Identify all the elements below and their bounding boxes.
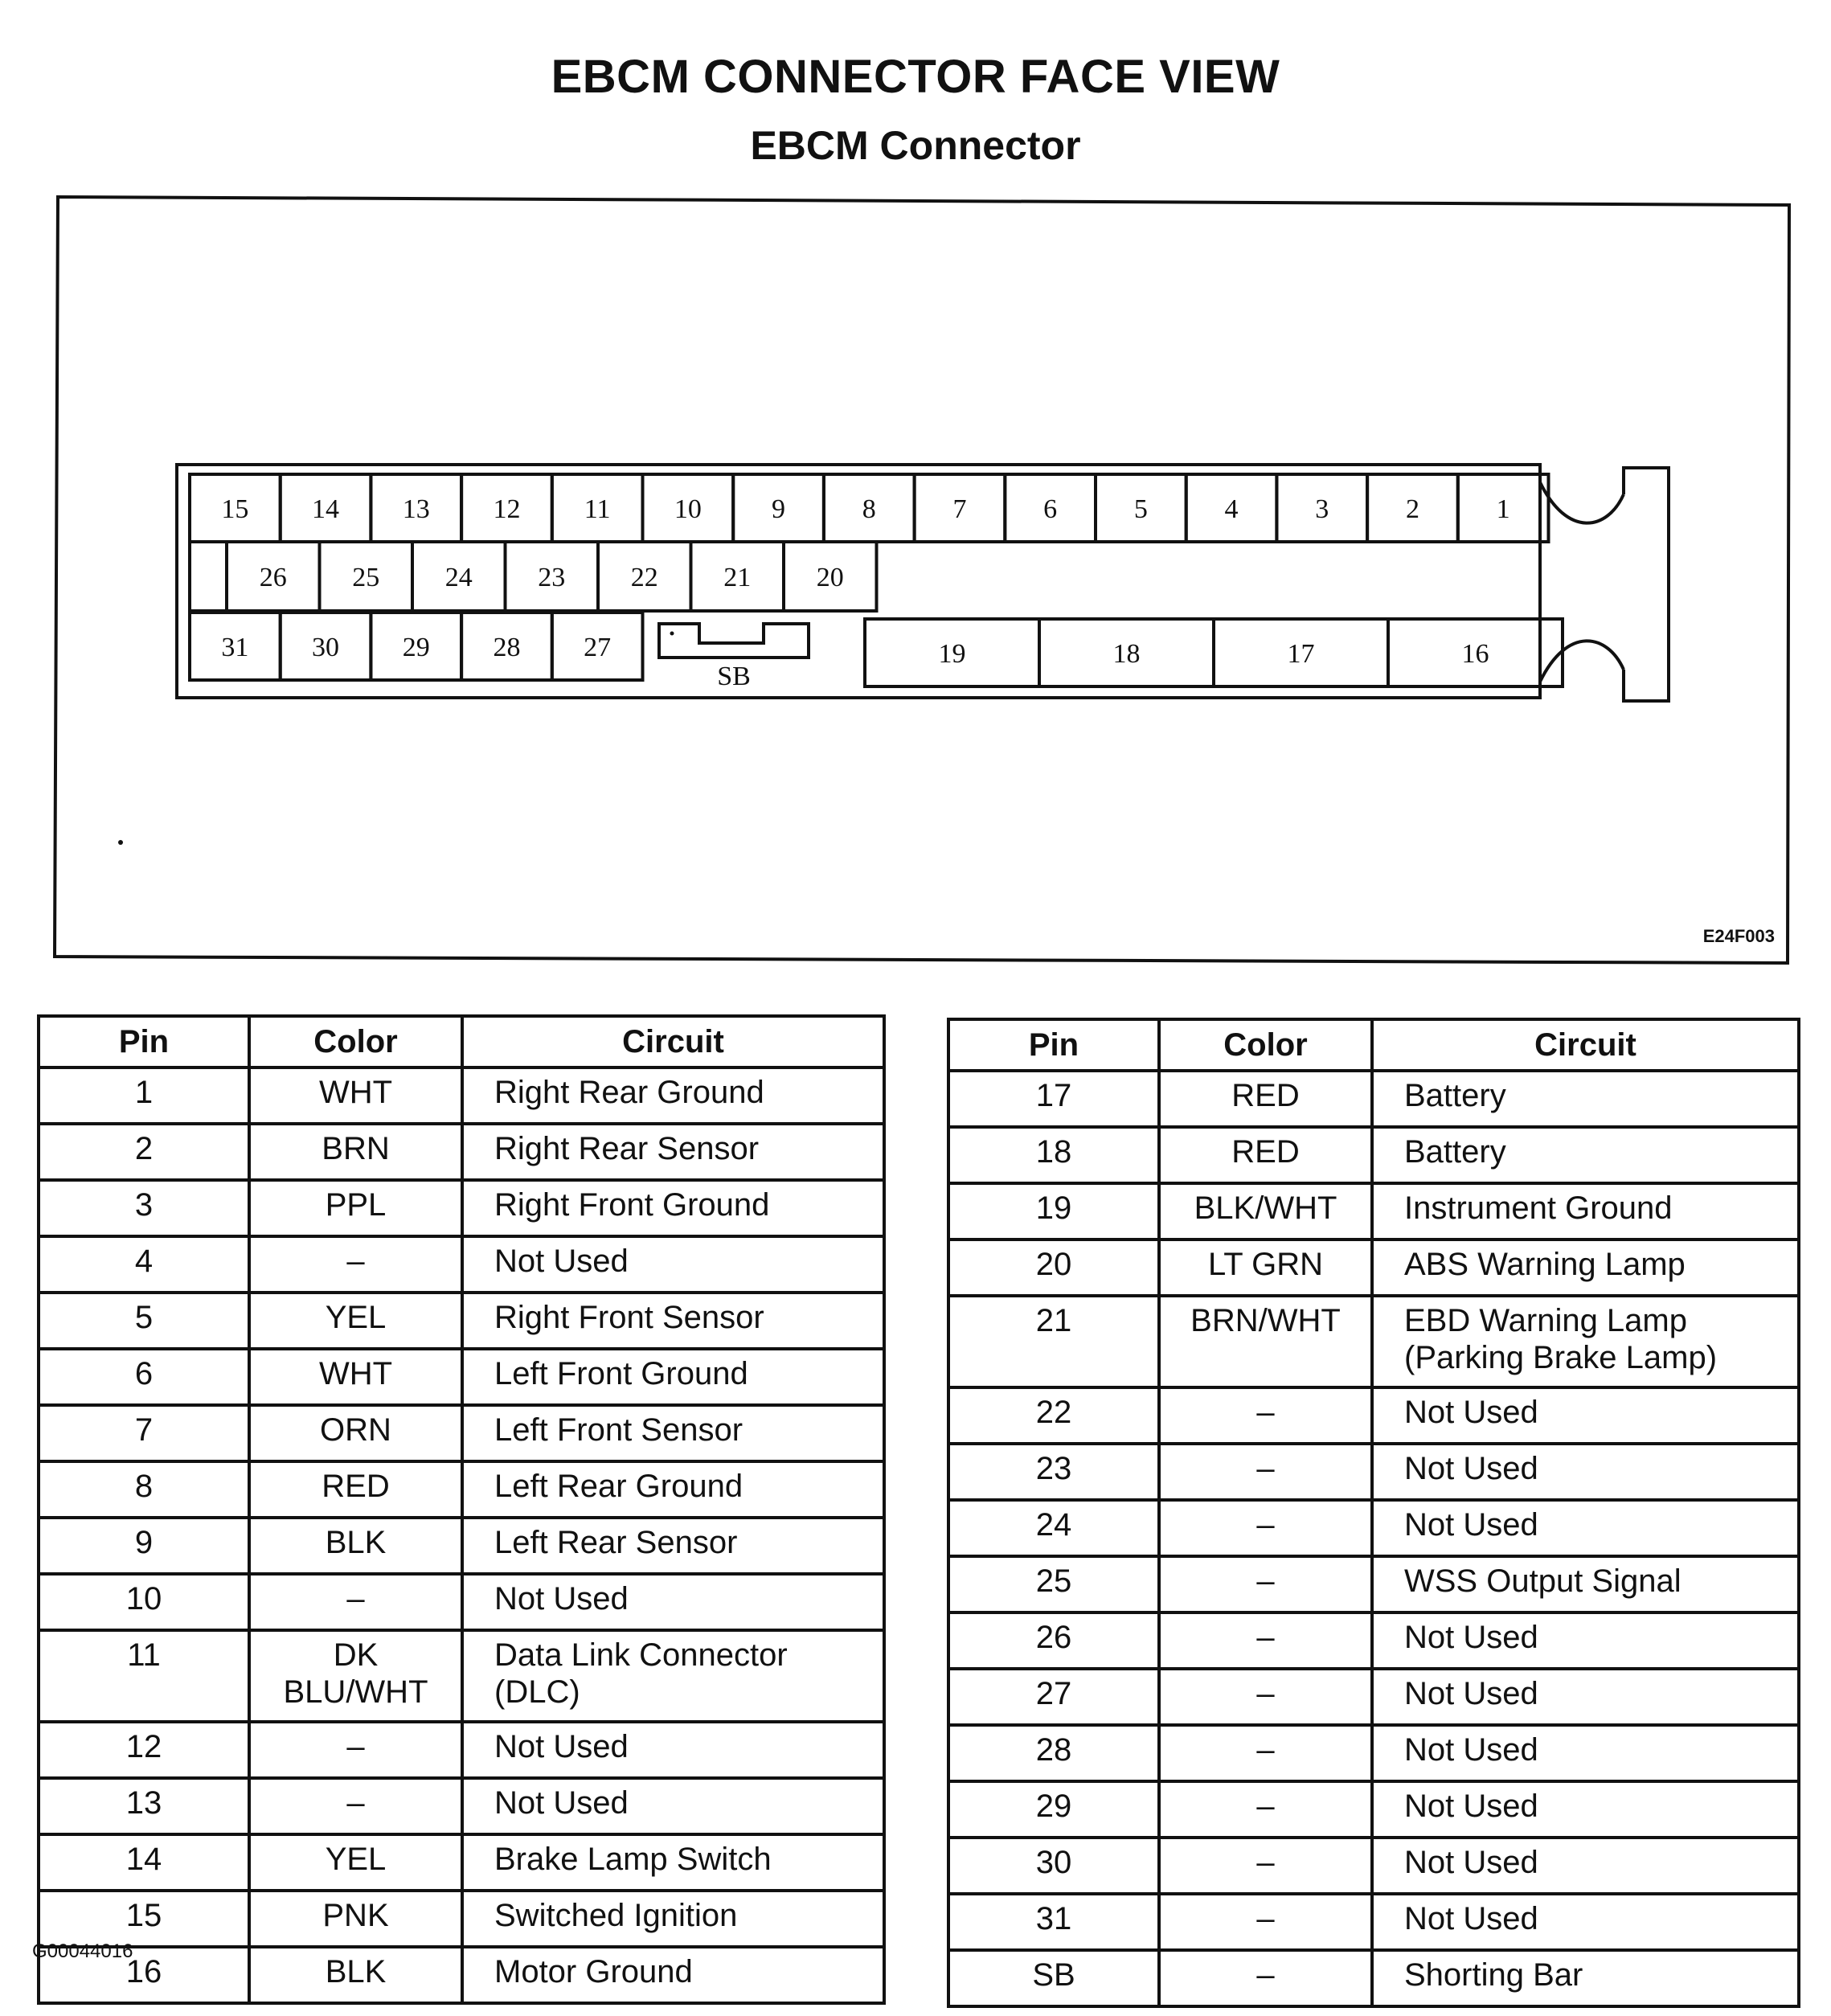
- pin-number-label: 11: [584, 494, 611, 524]
- pin-cell: 24: [948, 1500, 1159, 1556]
- circuit-cell: WSS Output Signal: [1372, 1556, 1799, 1612]
- pin-cell: 28: [948, 1725, 1159, 1781]
- pin-table-left: [37, 1014, 886, 2005]
- table-row: [39, 1834, 884, 1891]
- header-circuit: Circuit: [1372, 1019, 1799, 1071]
- pin-number-label: 29: [402, 633, 430, 662]
- circuit-cell: Left Front Sensor: [462, 1405, 884, 1461]
- circuit-cell: Right Rear Sensor: [462, 1124, 884, 1180]
- circuit-cell: Not Used: [1372, 1387, 1799, 1444]
- circuit-cell: Not Used: [1372, 1669, 1799, 1725]
- pin-cell: 29: [948, 1781, 1159, 1838]
- latch-lower-curve: [1540, 641, 1624, 682]
- wire-color-cell: LT GRN: [1159, 1240, 1372, 1296]
- header-color: Color: [249, 1016, 462, 1067]
- wire-color-cell: –: [1159, 1444, 1372, 1500]
- table-row: [948, 1127, 1799, 1183]
- header-pin: Pin: [948, 1019, 1159, 1071]
- pin-number-label: 14: [312, 494, 340, 524]
- pin-cell: 30: [948, 1838, 1159, 1894]
- circuit-cell: Left Rear Ground: [462, 1461, 884, 1518]
- wire-color-cell: RED: [1159, 1071, 1372, 1127]
- table-row: [39, 1180, 884, 1236]
- wire-color-cell: PNK: [249, 1891, 462, 1947]
- pin-cell: 2: [39, 1124, 249, 1180]
- circuit-cell: Switched Ignition: [462, 1891, 884, 1947]
- wire-color-cell: BRN: [249, 1124, 462, 1180]
- header-pin: Pin: [39, 1016, 249, 1067]
- wire-color-cell: –: [1159, 1725, 1372, 1781]
- pin-number-label: 1: [1496, 494, 1510, 524]
- table-row: [948, 1725, 1799, 1781]
- pin-number-label: 23: [538, 563, 566, 592]
- table-row: [39, 1891, 884, 1947]
- header-circuit: Circuit: [462, 1016, 884, 1067]
- circuit-cell: Shorting Bar: [1372, 1950, 1799, 2006]
- circuit-cell: Left Front Ground: [462, 1349, 884, 1405]
- table-row: [948, 1894, 1799, 1950]
- table-row: [39, 1722, 884, 1778]
- pin-cell: 5: [39, 1293, 249, 1349]
- pin-number-label: 21: [723, 563, 752, 592]
- pin-cell: 27: [948, 1669, 1159, 1725]
- wire-color-cell: –: [249, 1778, 462, 1834]
- table-row: [948, 1183, 1799, 1240]
- pin-cell: 15: [39, 1891, 249, 1947]
- pin-cell: 8: [39, 1461, 249, 1518]
- circuit-cell: Instrument Ground: [1372, 1183, 1799, 1240]
- connector-latch: [1624, 468, 1669, 701]
- pin-number-label: 28: [493, 633, 521, 662]
- table-row: [948, 1556, 1799, 1612]
- pin-cell: 22: [948, 1387, 1159, 1444]
- wire-color-cell: –: [1159, 1838, 1372, 1894]
- pin-number-label: 13: [402, 494, 430, 524]
- pin-number-label: 4: [1224, 494, 1239, 524]
- pin-number-label: 5: [1133, 494, 1148, 524]
- pin-number-label: 2: [1405, 494, 1419, 524]
- pin-number-label: 7: [952, 494, 967, 524]
- wire-color-cell: YEL: [249, 1293, 462, 1349]
- pin-cell: SB: [948, 1950, 1159, 2006]
- wire-color-cell: –: [249, 1722, 462, 1778]
- wire-color-cell: ORN: [249, 1405, 462, 1461]
- wire-color-cell: –: [1159, 1500, 1372, 1556]
- circuit-cell: Not Used: [1372, 1725, 1799, 1781]
- pin-cavity-blank: [190, 542, 227, 611]
- circuit-cell: Not Used: [1372, 1612, 1799, 1669]
- latch-upper-curve: [1540, 482, 1624, 523]
- circuit-cell: Right Front Sensor: [462, 1293, 884, 1349]
- pin-cell: 13: [39, 1778, 249, 1834]
- pin-number-label: 12: [493, 494, 521, 524]
- pin-number-label: 26: [259, 563, 287, 592]
- pin-cell: 16: [39, 1947, 249, 2003]
- pin-cell: 11: [39, 1630, 249, 1722]
- pin-cell: 12: [39, 1722, 249, 1778]
- pin-cell: 10: [39, 1574, 249, 1630]
- pin-cell: 18: [948, 1127, 1159, 1183]
- table-row: [948, 1296, 1799, 1387]
- shorting-bar-label: SB: [717, 662, 751, 691]
- speck-mark: [118, 840, 123, 845]
- table-row: [39, 1947, 884, 2003]
- circuit-cell: Right Rear Ground: [462, 1067, 884, 1124]
- circuit-cell: Not Used: [462, 1778, 884, 1834]
- pin-number-label: 25: [352, 563, 380, 592]
- table-row: [39, 1630, 884, 1722]
- pin-cell: 1: [39, 1067, 249, 1124]
- table-row: [948, 1240, 1799, 1296]
- circuit-cell: ABS Warning Lamp: [1372, 1240, 1799, 1296]
- table-row: [948, 1387, 1799, 1444]
- table-row: [39, 1124, 884, 1180]
- table-row: [948, 1669, 1799, 1725]
- pin-cell: 7: [39, 1405, 249, 1461]
- circuit-cell: Battery: [1372, 1071, 1799, 1127]
- wire-color-cell: –: [249, 1236, 462, 1293]
- figure-id: E24F003: [1702, 926, 1775, 946]
- circuit-cell: Brake Lamp Switch: [462, 1834, 884, 1891]
- pin-number-label: 3: [1315, 494, 1329, 524]
- table-row: [948, 1500, 1799, 1556]
- pin-cell: 4: [39, 1236, 249, 1293]
- wire-color-cell: –: [1159, 1950, 1372, 2006]
- circuit-cell: Not Used: [462, 1236, 884, 1293]
- pin-cell: 21: [948, 1296, 1159, 1387]
- pin-cell: 25: [948, 1556, 1159, 1612]
- circuit-cell: Not Used: [1372, 1500, 1799, 1556]
- pin-cell: 31: [948, 1894, 1159, 1950]
- pin-number-label: 8: [862, 494, 876, 524]
- circuit-cell: Not Used: [1372, 1444, 1799, 1500]
- table-row: [948, 1444, 1799, 1500]
- pin-number-label: 9: [772, 494, 786, 524]
- table-row: [39, 1349, 884, 1405]
- circuit-cell: Left Rear Sensor: [462, 1518, 884, 1574]
- pin-number-label: 19: [938, 639, 966, 669]
- pin-cell: 6: [39, 1349, 249, 1405]
- wire-color-cell: WHT: [249, 1349, 462, 1405]
- wire-color-cell: PPL: [249, 1180, 462, 1236]
- wire-color-cell: BLK/WHT: [1159, 1183, 1372, 1240]
- page-title: EBCM CONNECTOR FACE VIEW: [551, 51, 1280, 103]
- wire-color-cell: –: [1159, 1894, 1372, 1950]
- connector-housing: [177, 465, 1540, 698]
- table-row: [39, 1574, 884, 1630]
- wire-color-cell: –: [249, 1574, 462, 1630]
- pin-number-label: 22: [630, 563, 658, 592]
- footer-figure-id: G00044016: [32, 1940, 133, 1962]
- pin-number-label: 18: [1112, 639, 1141, 669]
- table-header-row: [948, 1019, 1799, 1071]
- circuit-cell: Battery: [1372, 1127, 1799, 1183]
- pin-cell: 17: [948, 1071, 1159, 1127]
- pin-number-label: 31: [221, 633, 249, 662]
- table-row: [948, 1612, 1799, 1669]
- pin-number-label: 15: [221, 494, 249, 524]
- pin-number-label: 10: [674, 494, 702, 524]
- pin-number-label: 16: [1461, 639, 1489, 669]
- pin-number-label: 24: [444, 563, 473, 592]
- wire-color-cell: RED: [249, 1461, 462, 1518]
- table-row: [948, 1071, 1799, 1127]
- wire-color-cell: BLK: [249, 1518, 462, 1574]
- header-color: Color: [1159, 1019, 1372, 1071]
- wire-color-cell: –: [1159, 1556, 1372, 1612]
- pin-cell: 20: [948, 1240, 1159, 1296]
- figure-frame: [55, 197, 1789, 963]
- table-row: [39, 1778, 884, 1834]
- wire-color-cell: –: [1159, 1387, 1372, 1444]
- pin-cell: 23: [948, 1444, 1159, 1500]
- pin-cell: 3: [39, 1180, 249, 1236]
- circuit-cell: Not Used: [1372, 1781, 1799, 1838]
- pin-number-label: 17: [1287, 639, 1315, 669]
- table-row: [948, 1838, 1799, 1894]
- pin-number-label: 30: [312, 633, 340, 662]
- wire-color-cell: –: [1159, 1781, 1372, 1838]
- pin-cell: 19: [948, 1183, 1159, 1240]
- pin-cell: 26: [948, 1612, 1159, 1669]
- wire-color-cell: DK BLU/WHT: [249, 1630, 462, 1722]
- circuit-cell: EBD Warning Lamp (Parking Brake Lamp): [1372, 1296, 1799, 1387]
- circuit-cell: Not Used: [1372, 1894, 1799, 1950]
- connector-face-diagram: [0, 0, 1831, 981]
- table-row: [948, 1950, 1799, 2006]
- wire-color-cell: –: [1159, 1669, 1372, 1725]
- shorting-bar: [659, 624, 809, 658]
- pin-cell: 14: [39, 1834, 249, 1891]
- circuit-cell: Not Used: [1372, 1838, 1799, 1894]
- table-row: [39, 1518, 884, 1574]
- table-row: [39, 1405, 884, 1461]
- table-row: [39, 1236, 884, 1293]
- circuit-cell: Right Front Ground: [462, 1180, 884, 1236]
- page-subtitle: EBCM Connector: [750, 123, 1081, 168]
- table-row: [39, 1293, 884, 1349]
- wire-color-cell: BRN/WHT: [1159, 1296, 1372, 1387]
- circuit-cell: Not Used: [462, 1574, 884, 1630]
- wire-color-cell: WHT: [249, 1067, 462, 1124]
- wire-color-cell: YEL: [249, 1834, 462, 1891]
- pin-number-label: 27: [584, 633, 612, 662]
- wire-color-cell: RED: [1159, 1127, 1372, 1183]
- pin-table-right: [947, 1018, 1800, 2008]
- table-row: [39, 1461, 884, 1518]
- table-row: [948, 1781, 1799, 1838]
- circuit-cell: Data Link Connector (DLC): [462, 1630, 884, 1722]
- wire-color-cell: –: [1159, 1612, 1372, 1669]
- wire-color-cell: BLK: [249, 1947, 462, 2003]
- table-header-row: [39, 1016, 884, 1067]
- table-row: [39, 1067, 884, 1124]
- circuit-cell: Motor Ground: [462, 1947, 884, 2003]
- pin-number-label: 20: [816, 563, 844, 592]
- pin-number-label: 6: [1043, 494, 1058, 524]
- pin-cell: 9: [39, 1518, 249, 1574]
- circuit-cell: Not Used: [462, 1722, 884, 1778]
